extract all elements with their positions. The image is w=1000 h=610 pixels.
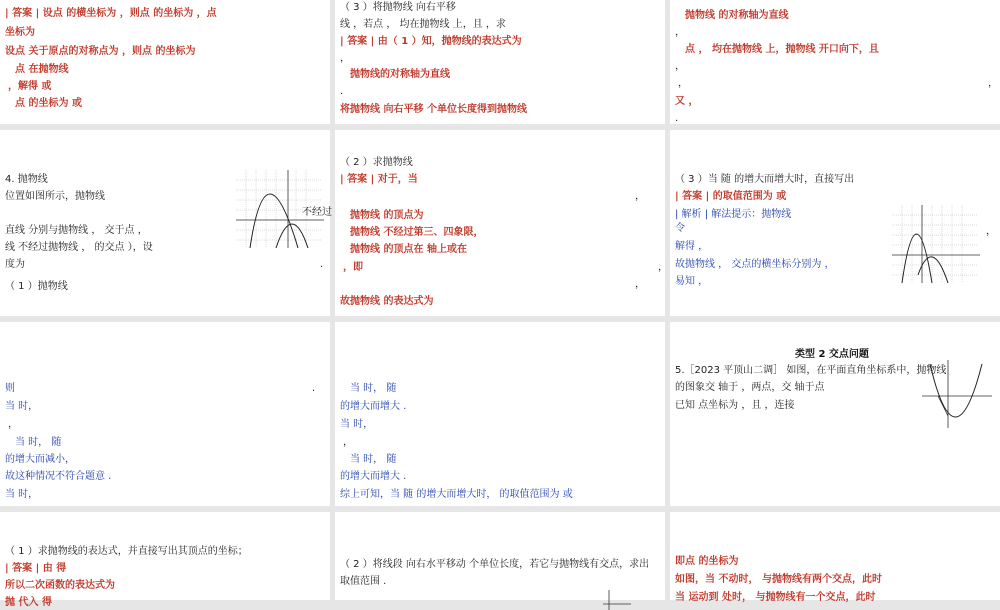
r4c1-line: | 答案 | 由 得 [5,563,67,574]
slide-r1c2 [335,0,665,124]
r3c2-line: 当 时， 随 [350,383,397,394]
r1c1-line: 点 在抛物线 [15,64,69,75]
slide-r2c3 [670,130,1000,316]
r1c2-line: . [340,86,344,97]
r3c1-line: 的增大而减小， [5,454,75,465]
r4c1-line: 所以二次函数的表达式为 [5,580,115,591]
r1c3-line: ， [675,61,685,72]
r3c1-line: 当 时， [5,489,39,500]
parabola-graph-icon-2 [892,205,982,285]
small-axis-icon [603,590,633,610]
r1c2-line: 将抛物线 向右平移 个单位长度得到抛物线 [340,104,527,115]
r1c1-line: 设点 关于原点的对称点为 ，则点 的坐标为 [5,46,196,57]
r1c2-line: | 答案 | 由（ 1 ）知，抛物线的表达式为 [340,36,522,47]
r4c1-line: 抛 代入 得 [5,597,52,608]
slide-r1c3 [670,0,1000,124]
slide-r4c1 [0,512,330,608]
r3c2-line: 的增大而增大 . [340,471,407,482]
r3c3-line: 的图象交 轴于 ，两点，交 轴于点 [675,382,825,393]
slide-r2c2 [335,130,668,316]
r1c3-line: ， [988,78,998,89]
r3c2-line: 的增大而增大 . [340,401,407,412]
slide-r2c1 [0,130,330,316]
r4c2-line: （ 2 ）将线段 向右水平移动 个单位长度，若它与抛物线有交点，求出 [340,559,650,570]
r1c3-line: ， [675,27,685,38]
r2c1-line: 线 不经过抛物线 ， 的交点 ），设 [5,242,153,253]
r4c3-line: 如图，当 不动时， 与抛物线有两个交点，此时 [675,574,882,585]
r2c3-line: 易知 ， [675,276,709,287]
r2c2-line: 抛物线 的顶点在 轴上或在 [350,244,467,255]
r1c3-line: ， [678,78,688,89]
r2c1-line: 度为 [5,259,25,270]
r1c1-line: | 答案 | 设点 的横坐标为 ，则点 的坐标为 ，点 [5,8,217,19]
r4c3-line: 即点 的坐标为 [675,556,739,567]
r2c2-line: 抛物线 的顶点为 [350,210,424,221]
r2c3-line: ， [986,226,996,237]
r2c2-line: 抛物线 不经过第三、四象限， [350,227,484,238]
r2c2-line: ， [635,279,645,290]
r2c3-line: 故抛物线 ， 交点的横坐标分别为 ， [675,259,835,270]
r1c2-line: ， [340,53,350,64]
r3c2-line: 综上可知，当 随 的增大而增大时， 的取值范围为 或 [340,489,573,500]
r3c1-line: 当 时， [5,401,39,412]
r2c3-line: | 解析 | 解法提示：抛物线 [675,209,792,220]
r1c1-line: ，解得 或 [8,81,52,92]
r2c1-line: 位置如图所示，抛物线 [5,191,105,202]
r3c3-line: 已知 点坐标为 ，且 ，连接 [675,400,795,411]
r1c3-line: . [675,113,679,124]
r3c1-line: . [312,383,316,394]
r3c3-line: 5.［2023 平顶山二调］ 如图，在平面直角坐标系中，抛物线 [675,365,947,376]
slide-r4c2 [335,512,665,600]
r3c2-line: 当 时， 随 [350,454,397,465]
r2c2-line: ， [635,191,645,202]
r2c3-line: （ 3 ）当 随 的增大而增大时，直接写出 [675,174,855,185]
r4c1-line: （ 1 ）求抛物线的表达式，并直接写出其顶点的坐标； [5,546,248,557]
r1c3-line: 抛物线 的对称轴为直线 [685,10,789,21]
r1c2-line: 抛物线的对称轴为直线 [350,69,450,80]
slide-r1c1 [0,0,330,124]
r2c2-line: ， [658,262,668,273]
slide-r3c3 [670,322,1000,506]
r3c2-line: ， [343,437,353,448]
r2c1-line: 4. 抛物线 [5,174,48,185]
r2c2-line: 故抛物线 的表达式为 [340,296,434,307]
r2c3-line: | 答案 | 的取值范围为 或 [675,191,787,202]
r3c2-line: 当 时， [340,419,374,430]
r1c2-line: （ 3 ）将抛物线 向右平移 [340,2,456,13]
r2c1-line: 不经过 [302,207,332,218]
slide-r3c1 [0,322,330,506]
r1c3-line: 又 ， [675,96,699,107]
r2c2-line: ，即 [343,262,363,273]
slide-r3c2 [335,322,665,506]
r4c3-line: 当 运动到 处时， 与抛物线有一个交点，此时 [675,592,876,603]
r2c3-line: 令 [675,223,685,234]
r2c1-line: （ 1 ）抛物线 [5,281,68,292]
r1c1-line: 坐标为 [5,27,35,38]
r1c2-line: 线 ，若点 ， 均在抛物线 上，且 ，求 [340,19,506,30]
r3c1-line: 则 [5,383,15,394]
r3c1-line: ， [8,419,18,430]
r3c1-line: 故这种情况不符合题意 . [5,471,112,482]
r2c3-line: 解得 ， [675,241,709,252]
r1c1-line: 点 的坐标为 或 [15,98,82,109]
r2c1-line: 直线 分别与抛物线 ， 交于点 ， [5,225,148,236]
r2c1-line: . [320,259,324,270]
r2c2-line: | 答案 | 对于，当 [340,174,418,185]
r1c3-line: 点 ， 均在抛物线 上，抛物线 开口向下，且 [685,44,879,55]
r2c2-line: （ 2 ）求抛物线 [340,157,413,168]
r3c1-line: 当 时， 随 [15,437,62,448]
slide-r4c3 [670,512,1000,603]
r3c3-line: 类型 2 交点问题 [795,349,869,360]
r4c2-line: 取值范围 . [340,576,387,587]
